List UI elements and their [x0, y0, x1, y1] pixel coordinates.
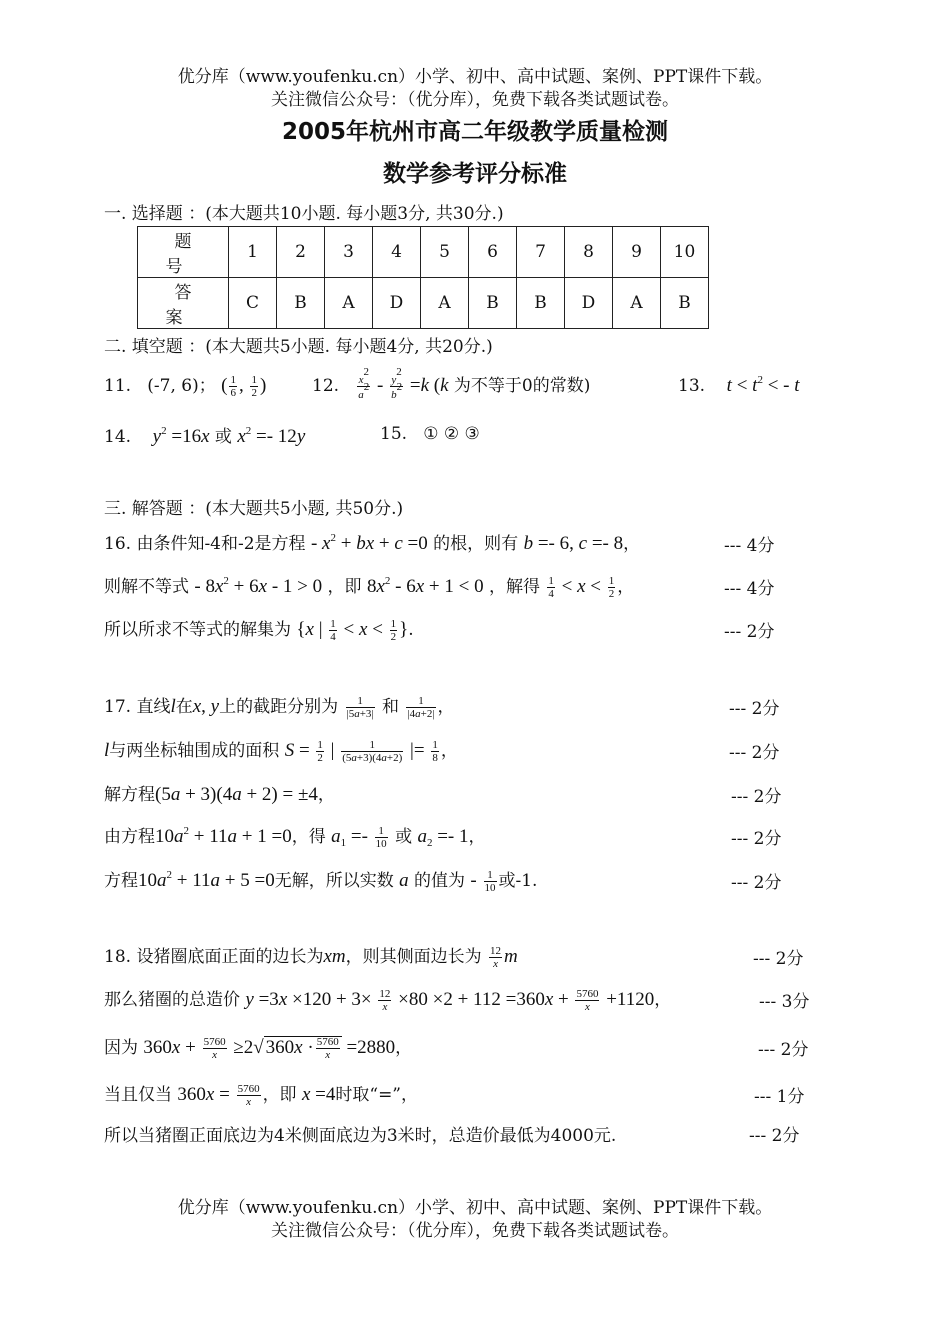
section3-heading: 三. 解答题 ：(本大题共5小题, 共50分.) [104, 499, 404, 519]
q17-text: 与两坐标轴围成的面积 [109, 741, 280, 761]
q14-number: 14. [104, 427, 132, 447]
q18-text: 18. 设猪圈底面正面的边长为 [104, 947, 324, 967]
q17-text: 17. 直线 [104, 697, 171, 717]
q18-text: 那么猪圈的总造价 [104, 990, 240, 1010]
fill-blank-row-1 [104, 371, 266, 399]
q18-score-3: --- 2分 [758, 1040, 809, 1060]
q18-text: ，即 [262, 1085, 297, 1105]
q13-answer: 13. $t < t^2$ < - t [678, 374, 800, 396]
section2-heading: 二. 填空题 ：(本大题共5小题. 每小题4分, 共20分.) [104, 337, 493, 357]
q18-score-5: --- 2分 [749, 1126, 800, 1146]
section1-heading: 一. 选择题 ：(本大题共10小题. 每小题3分, 共30分.) [104, 204, 504, 224]
q17-text: 的值为 [414, 871, 466, 891]
q18-text: 当且仅当 [104, 1085, 172, 1105]
q18-text: 时取“=”， [335, 1085, 419, 1105]
q18-text: ，则其侧面边长为 [345, 947, 482, 967]
q17-line-5: 方程$10a^2 + 11a + 5 =0$无解，所以实数 a 的值为 - $\frac{1}{10}$ 或-1. [104, 869, 538, 895]
q17-score-1: --- 2分 [729, 699, 780, 719]
q17-line-1: 17. 直线l在x, y上的截距分别为 $\frac{1}{|5a+3|}$ 和 $\frac{1}{|4a+2|}$ ， [104, 695, 455, 721]
q17-score-5: --- 2分 [731, 873, 782, 893]
q16-line-1: 16. 由条件知-4和-2是方程 - $x^2$ + bx + c =0 的根，则有 b =- 6, c =- 8， [104, 532, 641, 554]
row-label-number: 题 号 [138, 227, 229, 278]
q17-line-4: 由方程$10a^2 + 11a + 1 =0$，得 $a_1$ =- $\frac{1}{10}$ 或 $a_2 =- 1$， [104, 825, 486, 851]
q18-line-5: 所以当猪圈正面底边为4米侧面底边为3米时，总造价最低为4000元. [104, 1126, 617, 1146]
table-cell: A [325, 278, 373, 329]
q12-text: 为不等于0的常数) [453, 376, 591, 396]
q17-text: 或 [395, 827, 413, 847]
q17-text: ，得 [291, 827, 326, 847]
table-row-answers [138, 278, 709, 329]
q18-score-2: --- 3分 [759, 992, 810, 1012]
q16-score-1: --- 4分 [724, 536, 775, 556]
table-cell: 6 [469, 227, 517, 278]
table-cell: 8 [565, 227, 613, 278]
document-subtitle: 数学参考评分标准 [383, 161, 567, 187]
table-cell: B [469, 278, 517, 329]
header-line-2: 关注微信公众号：（优分库），免费下载各类试题试卷。 [271, 90, 679, 110]
q16-score-3: --- 2分 [724, 622, 775, 642]
q17-line-3: 解方程(5a + 3)(4a + 2) = ±4， [104, 784, 335, 805]
q18-line-4: 当且仅当 360x = $\frac{5760}{x}$ ，即 x =4时取“=”， [104, 1083, 419, 1109]
table-cell: B [277, 278, 325, 329]
table-cell: 10 [661, 227, 709, 278]
table-cell: B [661, 278, 709, 329]
q16-score-2: --- 4分 [724, 579, 775, 599]
footer-line-2: 关注微信公众号：（优分库），免费下载各类试题试卷。 [271, 1221, 679, 1241]
q16-text: ，即 [327, 577, 362, 597]
q11-answer: (-7, 6)； [147, 376, 216, 396]
q18-line-2: 那么猪圈的总造价 y =3x ×120 + 3× $\frac{12}{x}$ ×80 ×2 + 112 =360x + $\frac{5760}{x}$ +1120， [104, 988, 672, 1014]
q18-text: 因为 [104, 1038, 138, 1058]
table-cell: 3 [325, 227, 373, 278]
table-cell: 5 [421, 227, 469, 278]
q16-text: ，解得 [488, 577, 540, 597]
q15-answer-row [380, 424, 480, 444]
q15-number: 15. [380, 424, 408, 444]
q17-line-2: l与两坐标轴围成的面积 S = $\frac{1}{2}$ | $\frac{1}{(5a+3)(4a+2)}$ |= $\frac{1}{8}$ ， [104, 739, 458, 765]
q17-score-4: --- 2分 [731, 829, 782, 849]
q16-text: 的根，则有 [433, 534, 519, 554]
q17-text: 或-1. [498, 871, 538, 891]
q16-line-2: 则解不等式 - $8x^2 + 6x - 1 > 0$ ，即 $8x^2 - 6x + 1 < 0$ ，解得 $\frac{1}{4}$ < x < $\frac{1}{2}$ ， [104, 575, 635, 601]
table-cell: D [373, 278, 421, 329]
q11-number: 11. [104, 376, 132, 396]
table-cell: 1 [229, 227, 277, 278]
table-cell: 2 [277, 227, 325, 278]
q12-number: 12. [312, 376, 340, 396]
table-cell: C [229, 278, 277, 329]
q12-answer: 12. $\frac{x^2}{a^2}$ - $\frac{y^2}{b^2}$ =k (k 为不等于0的常数) [312, 366, 591, 402]
q16-text: 则解不等式 [104, 577, 189, 597]
table-cell: 7 [517, 227, 565, 278]
q17-score-2: --- 2分 [729, 743, 780, 763]
q18-line-3: 因为 360x + $\frac{5760}{x}$ ≥2√ 360x · $\frac{5760}{x}$ =2880， [104, 1036, 413, 1062]
q15-answer: ① ② ③ [423, 424, 480, 444]
table-cell: 9 [613, 227, 661, 278]
q16-text: 所以所求不等式的解集为 [104, 620, 291, 640]
q13-number: 13. [678, 376, 706, 396]
document-title: 2005年杭州市高二年级教学质量检测 [281, 119, 668, 145]
q18-score-4: --- 1分 [754, 1087, 805, 1107]
q17-text: 和 [382, 697, 400, 717]
q17-text: 解方程 [104, 785, 155, 805]
table-cell: B [517, 278, 565, 329]
q17-text: 上的截距分别为 [219, 697, 339, 717]
q17-text: 在 [175, 697, 193, 717]
q18-line-1: 18. 设猪圈底面正面的边长为xm，则其侧面边长为 $\frac{12}{x}$ m [104, 945, 518, 971]
table-row-numbers [138, 227, 709, 278]
footer-line-1: 优分库（www.youfenku.cn）小学、初中、高中试题、案例、PPT课件下载。 [177, 1198, 773, 1218]
table-cell: D [565, 278, 613, 329]
table-cell: 4 [373, 227, 421, 278]
q16-text: 16. 由条件知-4和-2是方程 [104, 534, 306, 554]
q17-text: 方程 [104, 871, 138, 891]
q17-text: 由方程 [104, 827, 155, 847]
q18-score-1: --- 2分 [753, 949, 804, 969]
row-label-answer: 答 案 [138, 278, 229, 329]
q17-score-3: --- 2分 [731, 787, 782, 807]
header-line-1: 优分库（www.youfenku.cn）小学、初中、高中试题、案例、PPT课件下载。 [177, 67, 773, 87]
answer-table [137, 226, 709, 329]
q17-text: 无解，所以实数 [274, 871, 394, 891]
fill-blank-row-2: 14. $y^2 =16x$ 或 $x^2 =- 12y$ [104, 425, 306, 447]
q14-or: 或 [214, 427, 232, 447]
table-cell: A [613, 278, 661, 329]
table-cell: A [421, 278, 469, 329]
q11-interval: ( $\frac{1}{6}$ , $\frac{1}{2}$ ) [221, 374, 267, 400]
q16-line-3: 所以所求不等式的解集为 {x | $\frac{1}{4}$ < x < $\frac{1}{2}$ }. [104, 618, 414, 644]
